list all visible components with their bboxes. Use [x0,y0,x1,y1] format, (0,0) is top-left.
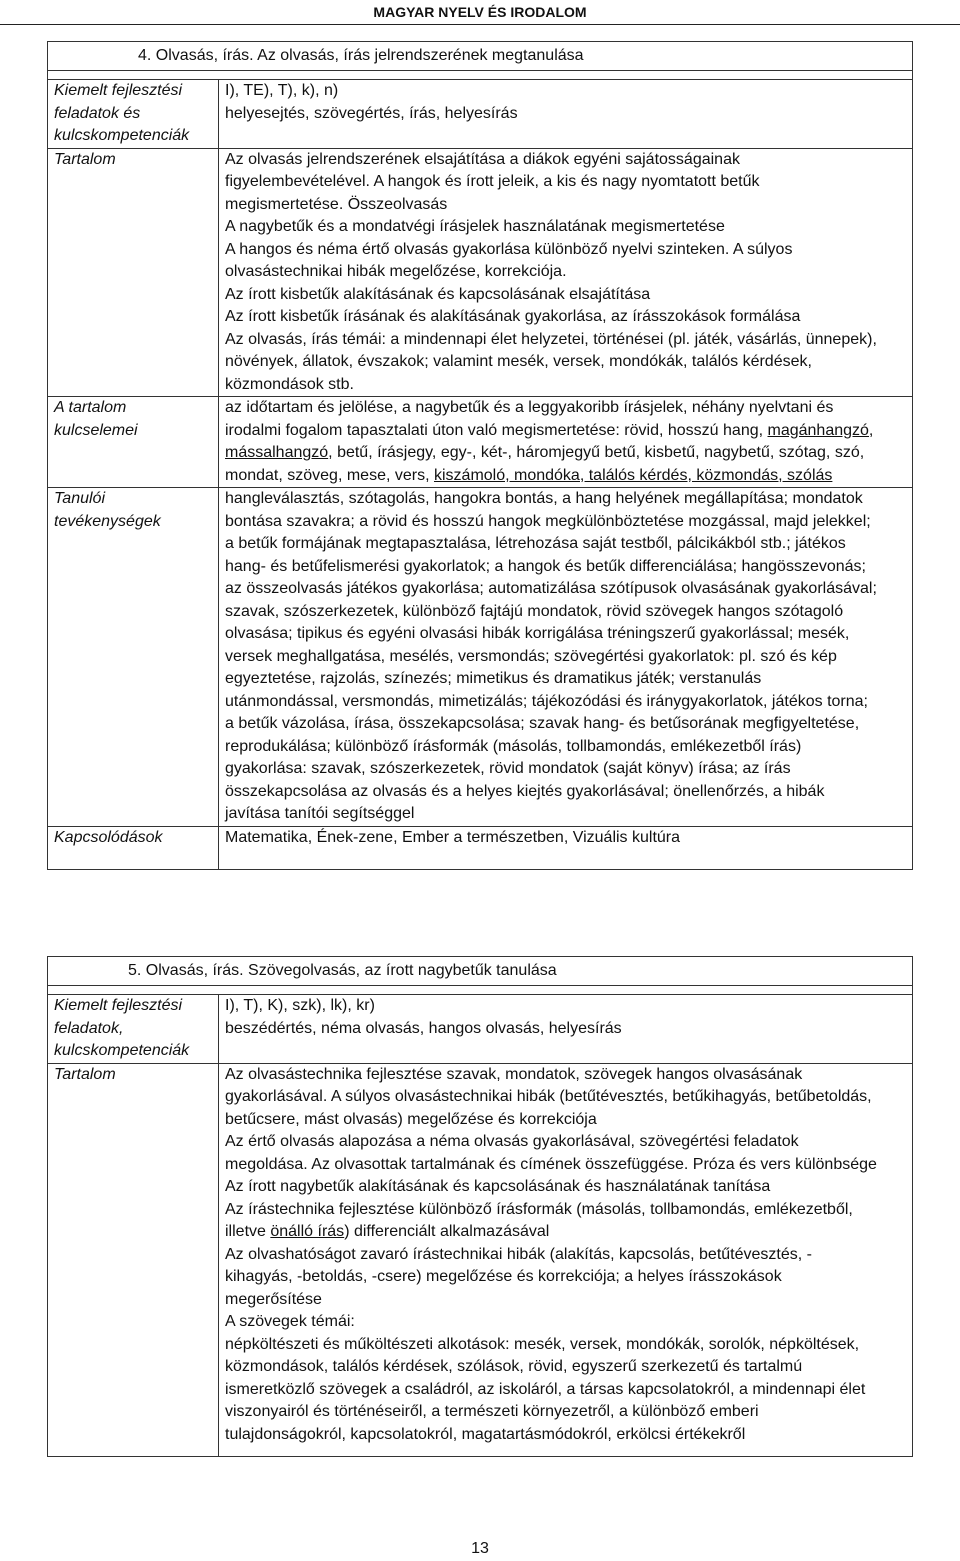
content-line: I), T), K), szk), lk), kr) [225,997,375,1014]
content-line: Az olvashatóságot zavaró írástechnikai hibák (alakítás, kapcsolás, betűtévesztés, - [225,1245,812,1263]
tanuloi-label [48,488,219,827]
label-line: tevékenységek [54,512,161,530]
spacer-row [48,986,913,995]
content-line: Az írott kisbetűk alakításának és kapcsolásának elsajátítása [225,285,651,303]
content-line: összekapcsolása az olvasás és a helyes kiejtés gyakorlásával; önellenőrzés, a hibák [225,782,825,800]
content-line: közmondások stb. [225,375,354,393]
section-5-title: 5. Olvasás, írás. Szövegolvasás, az írott nagybetűk tanulása [48,957,913,986]
content-line: kihagyás, -betoldás, -csere) megelőzése és korrekciója; a helyes írásszokások [225,1268,782,1285]
underlined-term: mássalhangzó [225,444,329,461]
section-5-table [47,956,913,1457]
content-line: megerősítése [225,1290,322,1308]
content-line: utánmondással, versmondás, mimetizálás; tájékozódási és iránygyakorlatok, játékos torna; [225,692,868,710]
content-line: tulajdonságokról, kapcsolatokról, magatartásmódokról, erkölcsi értékekről [225,1425,746,1443]
content-line: figyelembevételével. A hangok és írott jeleik, a kis és nagy nyomtatott betűk [225,173,760,190]
kapcsolodasok-content [219,826,913,870]
label-line: kulcskompetenciák [54,127,190,144]
content-line [225,1221,906,1244]
content-line: Az olvasás, írás témái: a mindennapi élet helyzetei, történései (pl. játék, vásárlás, ünnepek), [225,330,877,348]
content-line: népköltészeti és műköltészeti alkotások: mesék, versek, mondókák, sorolók, népköltések, [225,1335,860,1353]
content-line: hangleválasztás, szótagolás, hangokra bontás, a hang helyének megállapítása; mondatok [225,490,863,507]
content-line: közmondások, találós kérdések, szólások, rövid, egyszerű szerkezetű és tartalmú [225,1358,803,1375]
content-line: javítása tanítói segítséggel [225,805,415,822]
text-run: mondat, szöveg, mese, vers, [225,466,434,484]
content-line: Az írott kisbetűk írásának és alakításának gyakorlása, az írásszokások formálása [225,308,801,325]
content-line: beszédértés, néma olvasás, hangos olvasás, helyesírás [225,1019,622,1037]
section-4-title: 4. Olvasás, írás. Az olvasás, írás jelrendszerének megtanulása [48,42,913,71]
content-line: hang- és betűfelismerési gyakorlatok; a hangok és betűk differenciálása; hangösszevonás; [225,557,866,575]
content-line: I), TE), T), k), n) [225,82,339,99]
label-line: feladatok és [54,104,141,122]
content-line: reprodukálása; különböző írásformák (másolás, tollbamondás, emlékezetből írás) [225,737,802,755]
label-line: Kiemelt fejlesztési [54,997,183,1014]
kiemelt-label [48,995,219,1064]
label-text: Tartalom [54,1065,116,1083]
content-line: az időtartam és jelölése, a nagybetűk és a leggyakoribb írásjelek, néhány nyelvtani és [225,399,834,416]
label-line: Tanulói [54,490,106,507]
content-line: ismeretközlő szövegek a családról, az iskoláról, a társas kapcsolatokról, a mindennapi élet [225,1380,866,1398]
content-line: A nagybetűk és a mondatvégi írásjelek használatának megismertetése [225,218,725,235]
tartalom-content [219,148,913,397]
kulcselemei-content [219,397,913,488]
content-line: versek meghallgatása, mesélés, versmondás; szövegértési gyakorlatok: pl. szó és kép [225,647,837,665]
kulcselemei-label [48,397,219,488]
content-line: szavak, szószerkezetek, különböző fajtájú mondatok, rövid szövegek hangos szótagoló [225,602,844,620]
tartalom-content [219,1063,913,1457]
content-line: bontása szavakra; a rövid és hosszú hangok megkülönböztetése mozgással, majd jelekkel; [225,512,871,530]
content-line: Az olvasás jelrendszerének elsajátítása a diákok egyéni sajátosságainak [225,150,740,168]
content-line: A hangos és néma értő olvasás gyakorlása különböző nyelvi szinteken. A súlyos [225,240,793,258]
text-run: irodalmi fogalom tapasztalati úton való megismertetése: rövid, hosszú hang, [225,421,768,439]
content-line [225,442,906,465]
kiemelt-content [219,80,913,149]
content-line: megismertetése. Összeolvasás [225,195,448,213]
label-line: kulcskompetenciák [54,1042,190,1059]
content-line: megoldása. Az olvasottak tartalmának és címének összefüggése. Próza és vers különbsége [225,1155,877,1173]
kiemelt-label [48,80,219,149]
content-line [225,420,906,443]
underlined-term: magánhangzó, [767,421,874,439]
content-line: egyeztetése, rajzolás, színezés; mimetikus és dramatikus játék; verstanulás [225,670,762,687]
page-number: 13 [471,1540,489,1557]
label-line: A tartalom [54,399,127,416]
tartalom-label [48,1063,219,1457]
content-line: Az értő olvasás alapozása a néma olvasás gyakorlásával, szövegértési feladatok [225,1133,799,1150]
content-line: gyakorlása: szavak, szószerkezetek, rövid mondatok (saját könyv) írása; az írás [225,760,791,777]
running-header: MAGYAR NYELV ÉS IRODALOM [373,4,587,20]
content-line: betűcsere, mást olvasás) megelőzése és korrekciója [225,1110,597,1128]
text-run: illetve [225,1223,271,1240]
content-line [225,465,906,488]
underlined-term: önálló írás [270,1223,345,1240]
label-line: Kiemelt fejlesztési [54,82,183,99]
section-4-table [47,41,913,870]
content-line: gyakorlásával. A súlyos olvasástechnikai hibák (betűtévesztés, betűkihagyás, betűbetoldás, [225,1088,872,1105]
kiemelt-content [219,995,913,1064]
kapcsolodasok-label [48,826,219,870]
label-line: feladatok, [54,1019,124,1037]
content-line: az összeolvasás játékos gyakorlása; automatizálása szótípusok olvasásának gyakorlásával; [225,580,877,597]
spacer-row [48,71,913,80]
content-line: Az olvasástechnika fejlesztése szavak, mondatok, szövegek hangos olvasásának [225,1065,803,1083]
label-text: Kapcsolódások [54,828,163,846]
content-line: a betűk vázolása, írása, összekapcsolása; szavak hang- és betűsorának megfigyeltetése, [225,715,860,732]
header-rule [0,24,960,25]
label-line: kulcselemei [54,421,138,439]
content-line: viszonyairól és történéseiről, a természeti környezetről, a különböző emberi [225,1403,759,1420]
content-line: helyesejtés, szövegértés, írás, helyesírás [225,104,518,122]
label-text: Tartalom [54,150,116,168]
text-run: ) differenciált alkalmazásával [344,1223,550,1240]
content-line: a betűk formájának megtapasztalása, létrehozása saját testből, pálcikákból stb.; játékos [225,535,846,552]
content-line: Az írástechnika fejlesztése különböző írásformák (másolás, tollbamondás, emlékezetből, [225,1200,853,1218]
content-line: Matematika, Ének-zene, Ember a természetben, Vizuális kultúra [225,828,681,846]
content-line: olvasása; tipikus és egyéni olvasási hibák korrigálása tréningszerű gyakorlással; mesék, [225,625,850,642]
underlined-term: kiszámoló, mondóka, találós kérdés, közmondás, szólás [433,466,833,484]
tanuloi-content [219,488,913,827]
content-line: Az írott nagybetűk alakításának és kapcsolásának és használatának tanítása [225,1178,771,1195]
content-line: olvasástechnikai hibák megelőzése, korrekciója. [225,263,567,280]
content-line: A szövegek témái: [225,1313,355,1330]
tartalom-label [48,148,219,397]
content-line: növények, állatok, évszakok; valamint mesék, versek, mondókák, találós kérdések, [225,353,812,370]
text-run: , betű, írásjegy, egy-, két-, háromjegyű betű, kisbetű, nagybetű, szótag, szó, [328,444,865,461]
